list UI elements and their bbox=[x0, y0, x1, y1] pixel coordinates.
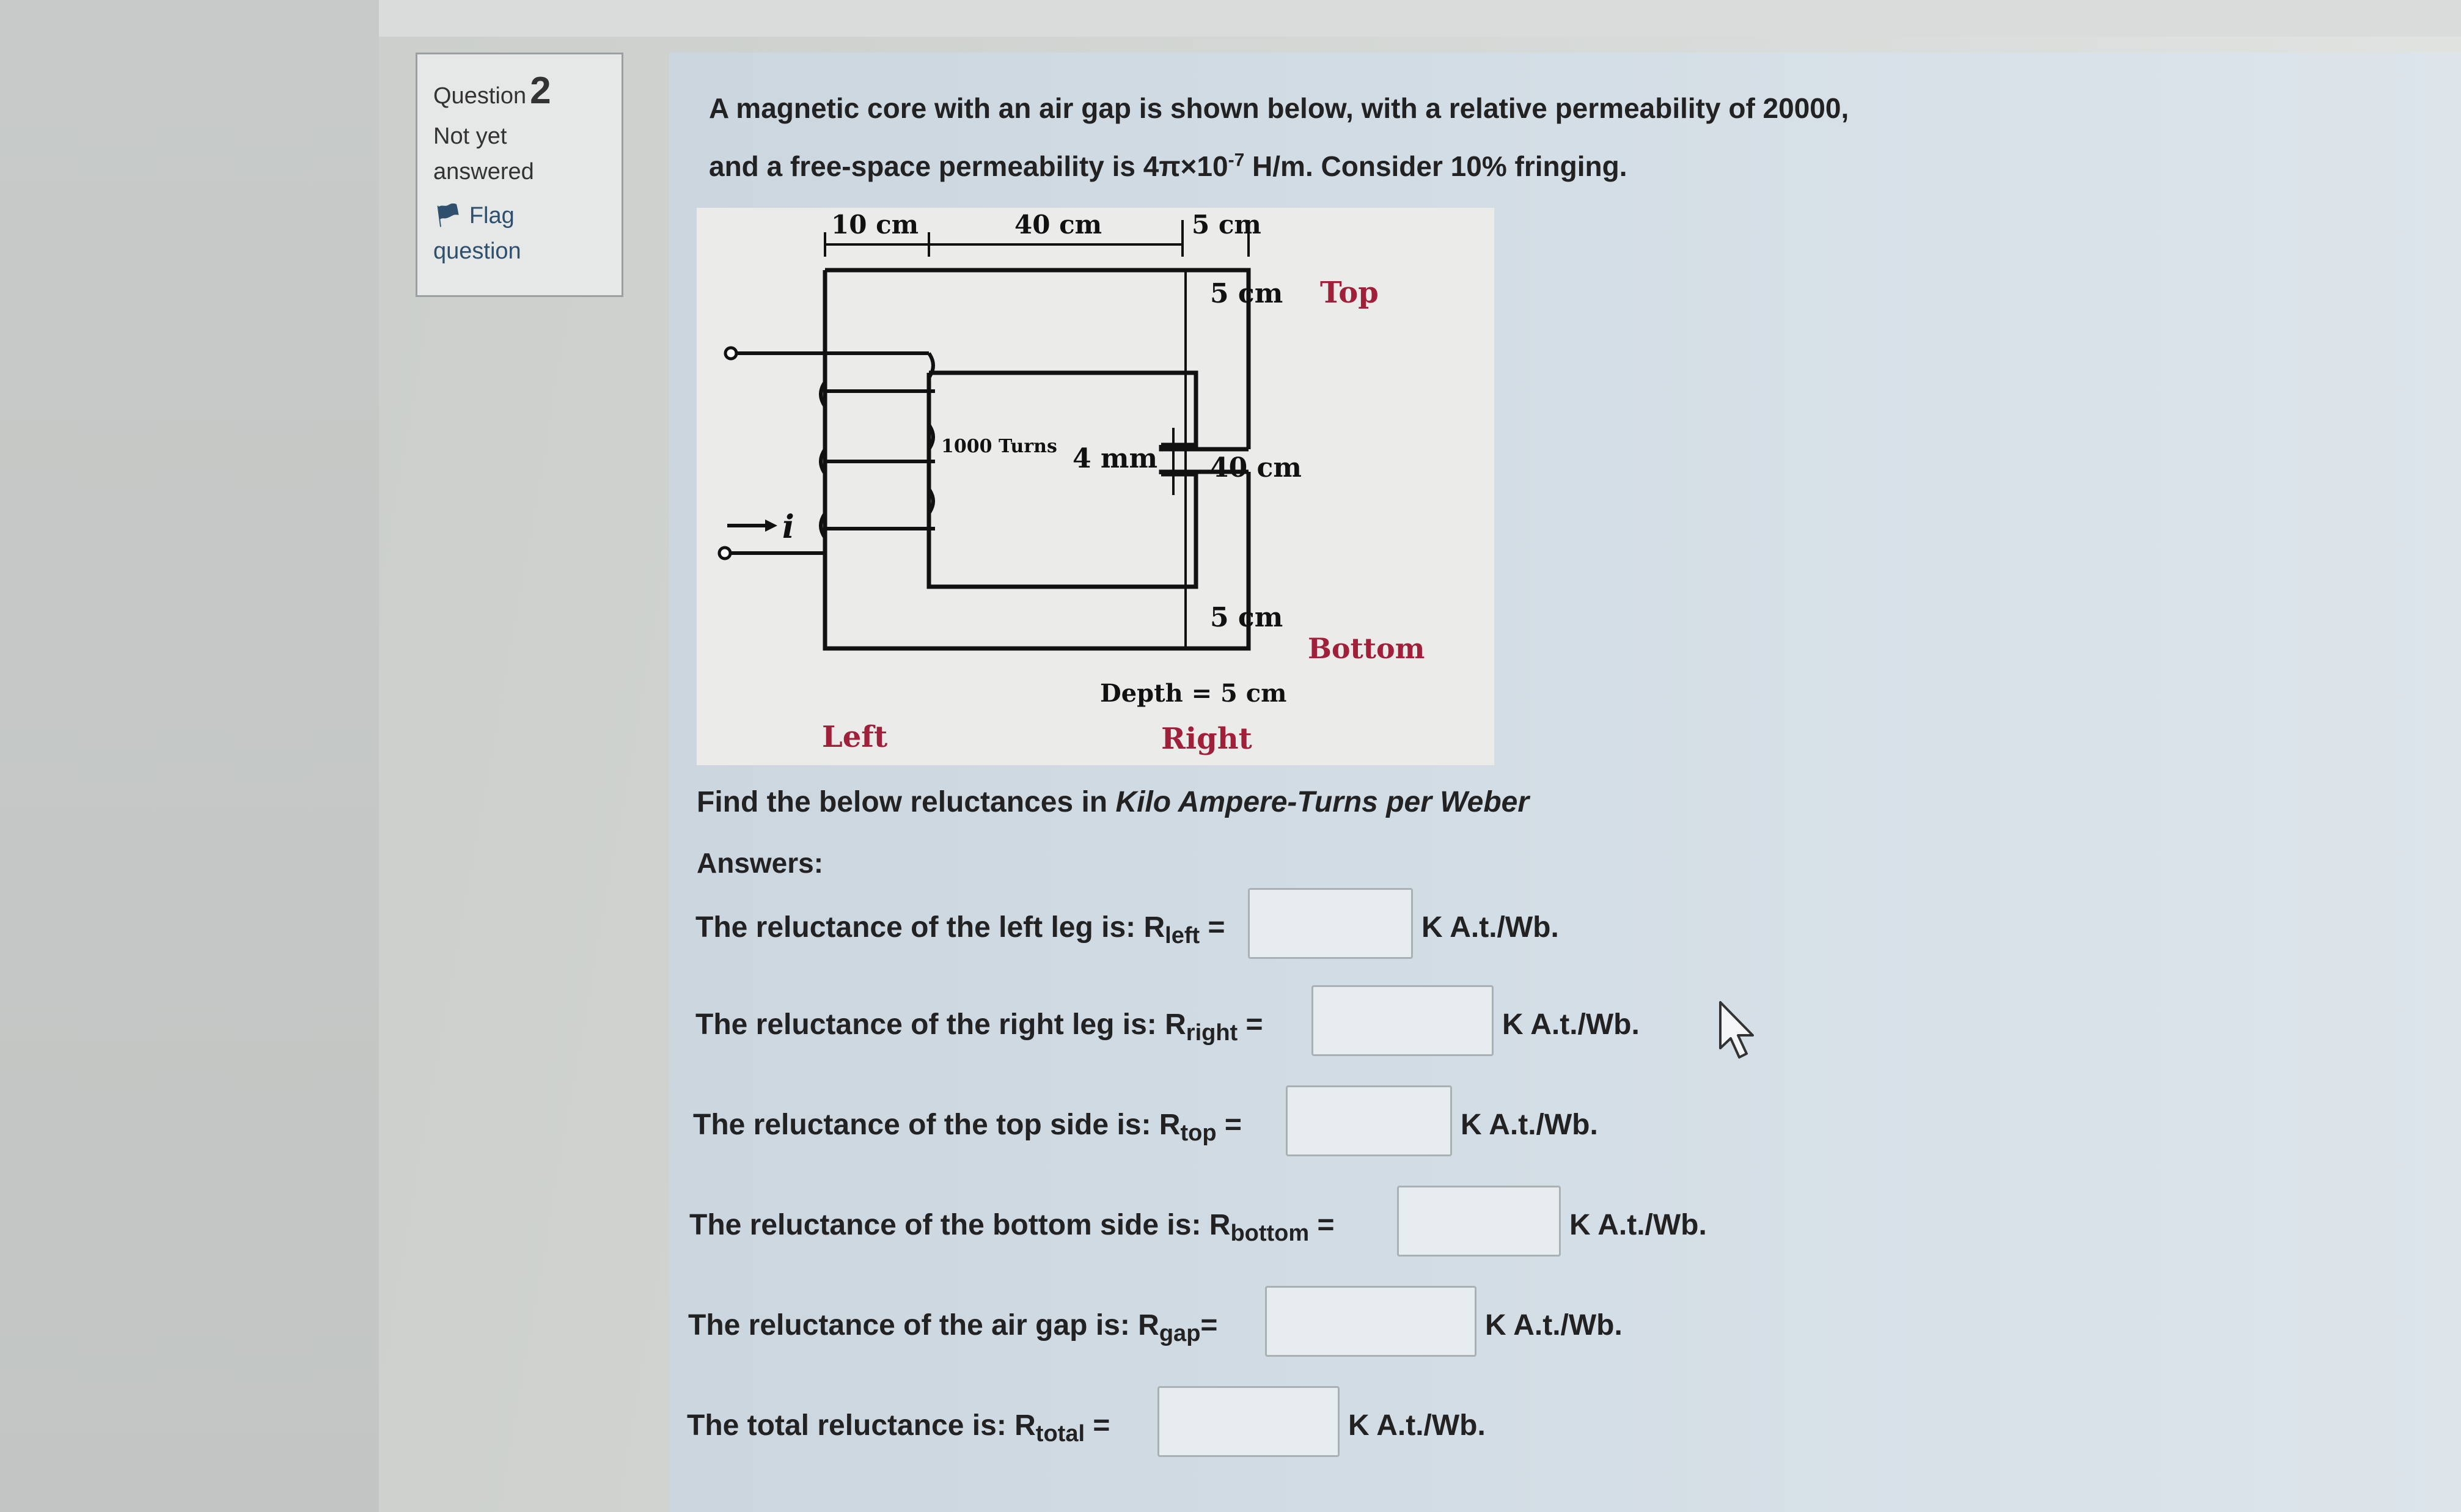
core-inner-top bbox=[929, 373, 1196, 445]
label-left: Left bbox=[822, 720, 888, 754]
question-number-line bbox=[433, 69, 606, 112]
question-number: 2 bbox=[530, 70, 551, 112]
answer-label-total: The total reluctance is: $R_{total}$ = bbox=[687, 1409, 1110, 1447]
dim-right-width: 5 cm bbox=[1192, 210, 1261, 240]
answers-heading: Answers: bbox=[697, 847, 824, 879]
question-text-line-2 bbox=[709, 150, 1627, 183]
question-state: Not yet answered bbox=[433, 123, 534, 185]
flag-question-label: Flag question bbox=[433, 203, 521, 264]
gap-label: 4 mm bbox=[1073, 443, 1158, 474]
answer-unit-top: K A.t./Wb. bbox=[1461, 1109, 1598, 1141]
coil-winding bbox=[727, 353, 935, 553]
answer-input-top[interactable] bbox=[1286, 1085, 1452, 1156]
answer-unit-left: K A.t./Wb. bbox=[1421, 911, 1559, 944]
answer-input-left[interactable] bbox=[1248, 888, 1413, 959]
label-right: Right bbox=[1161, 722, 1252, 756]
answer-input-total[interactable] bbox=[1157, 1386, 1340, 1457]
answer-unit-gap: K A.t./Wb. bbox=[1485, 1309, 1623, 1341]
depth-label: Depth = 5 cm bbox=[1100, 679, 1287, 708]
magnetic-core-diagram bbox=[697, 208, 1494, 765]
dim-window-width: 40 cm bbox=[1014, 210, 1102, 240]
flag-icon: 🏴︎ bbox=[433, 203, 463, 229]
question-info-box bbox=[416, 53, 623, 297]
answer-input-bottom[interactable] bbox=[1397, 1186, 1561, 1257]
current-arrowhead bbox=[765, 519, 777, 532]
page-left-margin bbox=[0, 0, 379, 1512]
label-bottom: Bottom bbox=[1308, 632, 1425, 665]
answer-unit-right: K A.t./Wb. bbox=[1502, 1008, 1640, 1041]
permeability-exponent: -7 bbox=[1228, 150, 1245, 171]
answer-row-left bbox=[695, 888, 1673, 967]
mouse-cursor-icon bbox=[1717, 999, 1760, 1060]
dim-left-width: 10 cm bbox=[831, 210, 919, 240]
dim-bottom-height: 5 cm bbox=[1210, 602, 1283, 633]
flag-question-link[interactable] bbox=[433, 198, 606, 269]
magnetic-core-figure bbox=[697, 208, 1494, 765]
question-text-line-1: A magnetic core with an air gap is shown below, with a relative permeability of 20000, bbox=[709, 92, 1849, 124]
answer-label-gap: The reluctance of the air gap is: $R_{gap}=$ bbox=[688, 1309, 1218, 1346]
question-text-line-2-prefix: and a free-space permeability is 4π×10 bbox=[709, 150, 1228, 182]
instructions-units: Kilo Ampere-Turns per Weber bbox=[1115, 786, 1530, 818]
answer-label-right: The reluctance of the right leg is: $R_{right}$ = bbox=[695, 1008, 1263, 1046]
dim-window-height: 40 cm bbox=[1210, 452, 1302, 483]
answer-row-gap bbox=[688, 1286, 1666, 1365]
instructions bbox=[697, 785, 1529, 819]
turns-label: 1000 Turns bbox=[941, 436, 1057, 457]
answer-row-right bbox=[695, 985, 1673, 1065]
terminal-bottom bbox=[719, 548, 730, 559]
answer-unit-total: K A.t./Wb. bbox=[1348, 1409, 1486, 1442]
current-label: i bbox=[782, 508, 794, 546]
answer-label-left: The reluctance of the left leg is: $R_{left}$ = bbox=[695, 911, 1225, 949]
label-top: Top bbox=[1320, 276, 1379, 310]
answer-unit-bottom: K A.t./Wb. bbox=[1569, 1209, 1707, 1241]
core-inner-bottom bbox=[929, 373, 1196, 587]
answer-input-gap[interactable] bbox=[1265, 1286, 1476, 1357]
instructions-prefix: Find the below reluctances in bbox=[697, 786, 1116, 818]
answer-label-bottom: The reluctance of the bottom side is: $R_{bottom}$ = bbox=[689, 1209, 1335, 1246]
answer-input-right[interactable] bbox=[1311, 985, 1494, 1056]
answer-row-top bbox=[693, 1085, 1671, 1165]
question-label: Question bbox=[433, 83, 527, 109]
dim-top-height: 5 cm bbox=[1210, 278, 1283, 309]
answer-label-top: The reluctance of the top side is: $R_{top}$ = bbox=[693, 1109, 1242, 1146]
question-text-line-2-suffix: H/m. Consider 10% fringing. bbox=[1244, 150, 1627, 182]
answer-row-bottom bbox=[689, 1186, 1789, 1265]
answer-row-total bbox=[687, 1386, 1665, 1466]
terminal-top bbox=[725, 348, 736, 359]
